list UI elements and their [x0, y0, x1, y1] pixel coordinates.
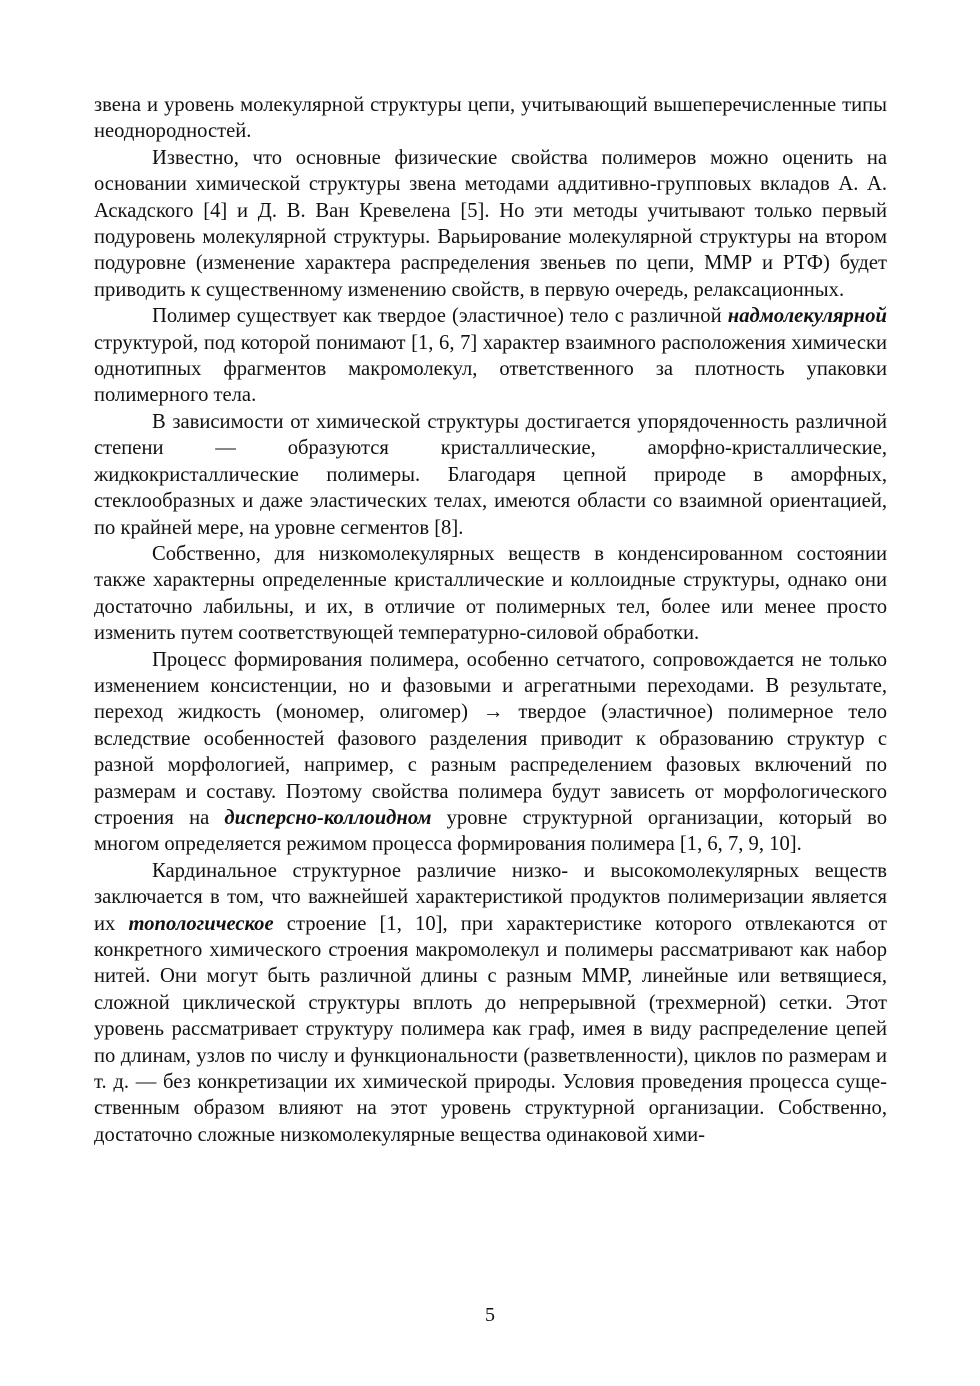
paragraph-3-text-start: Полимер существует как твердое (эластичное) тело с различной	[152, 305, 728, 328]
paragraph-6	[94, 647, 887, 858]
emphasis-topological: топологическое	[128, 912, 274, 935]
page-number: 5	[485, 1304, 495, 1326]
page-body	[94, 92, 887, 1148]
paragraph-7	[94, 858, 887, 1148]
paragraph-1	[94, 92, 887, 145]
paragraph-7-text-start: Кардинальное структурное различие низко- и высокомолекулярных веществ заключается в том, что важнейшей характеристикой продуктов полимеризации является их	[94, 859, 887, 935]
paragraph-7-text-end: строение [1, 10], при характеристике которого отвлекаются от конкретного химического строения макромолекул и полимеры рассматривают как набор нитей. Они могут быть различной длины с разным ММР, линейные или ветвящиеся, сложной циклической структуры вплоть до непрерывной (трехмерной) сетки. Этот уровень рассматривает структуру полимера как граф, имея в виду распределение цепей по длинам, узлов по числу и функциональности (разветвленности), циклов по размерам и т. д. — без конкретизации их химической природы. Условия проведения процесса существенным образом влияют на этот уровень структурной организации. Собственно, достаточно сложные низкомолекулярные вещества одинаковой хими-	[94, 912, 887, 1146]
paragraph-4	[94, 409, 887, 541]
paragraph-6-text-start: Процесс формирования полимера, особенно сетчатого, сопровождается не только изменением консистенции, но и фазовыми и агрегатными переходами. В результате, переход жидкость (мономер, олигомер) → твердое (эластичное) полимерное тело вследствие особенностей фазового разделения приводит к образованию структур с разной морфологией, например, с разным распределением фазовых включений по размерам и составу. Поэтому свойства полимера будут зависеть от морфологического строения на	[94, 648, 887, 829]
paragraph-3-text-end: структурой, под которой понимают [1, 6, 7] характер взаимного расположения химически однотипных фрагментов макромолекул, ответственного за плотность упаковки полимерного тела.	[94, 331, 887, 407]
paragraph-6-text-end: уровне структурной организации, который во многом определяется режимом процесса формирования полимера [1, 6, 7, 9, 10].	[94, 806, 887, 856]
paragraph-2	[94, 145, 887, 303]
paragraph-5-text: Собственно, для низкомолекулярных веществ в конденсированном состоянии также характерны определенные кристаллические и коллоидные структуры, однако они достаточно лабильны, и их, в отличие от полимерных тел, более или менее просто изменить путем соответствующей температурно-силовой обработки.	[94, 542, 887, 645]
paragraph-3	[94, 303, 887, 409]
emphasis-disperse-colloid: дисперсно-коллоидном	[224, 806, 432, 829]
paragraph-2-text: Известно, что основные физические свойства полимеров можно оценить на основании химической структуры звена методами аддитивно-групповых вкладов А. А. Аскадского [4] и Д. В. Ван Кревелена [5]. Но эти методы учитывают только первый подуровень молекулярной структуры. Варьирование молекулярной структуры на втором подуровне (изменение характера распределения звеньев по цепи, ММР и РТФ) будет приводить к существенному изменению свойств, в первую очередь, релаксационных.	[94, 146, 887, 301]
emphasis-supramolecular: надмолекулярной	[727, 305, 887, 328]
paragraph-5	[94, 541, 887, 647]
paragraph-1-text: звена и уровень молекулярной структуры цепи, учитывающий вышеперечисленные типы неоднородностей.	[94, 94, 887, 143]
paragraph-4-text: В зависимости от химической структуры достигается упорядоченность различной степени — образуются кристаллические, аморфно-кристаллические, жидкокристаллические полимеры. Благодаря цепной природе в аморфных, стеклообразных и даже эластических телах, имеются области со взаимной ориентацией, по крайней мере, на уровне сегментов [8].	[94, 410, 887, 539]
